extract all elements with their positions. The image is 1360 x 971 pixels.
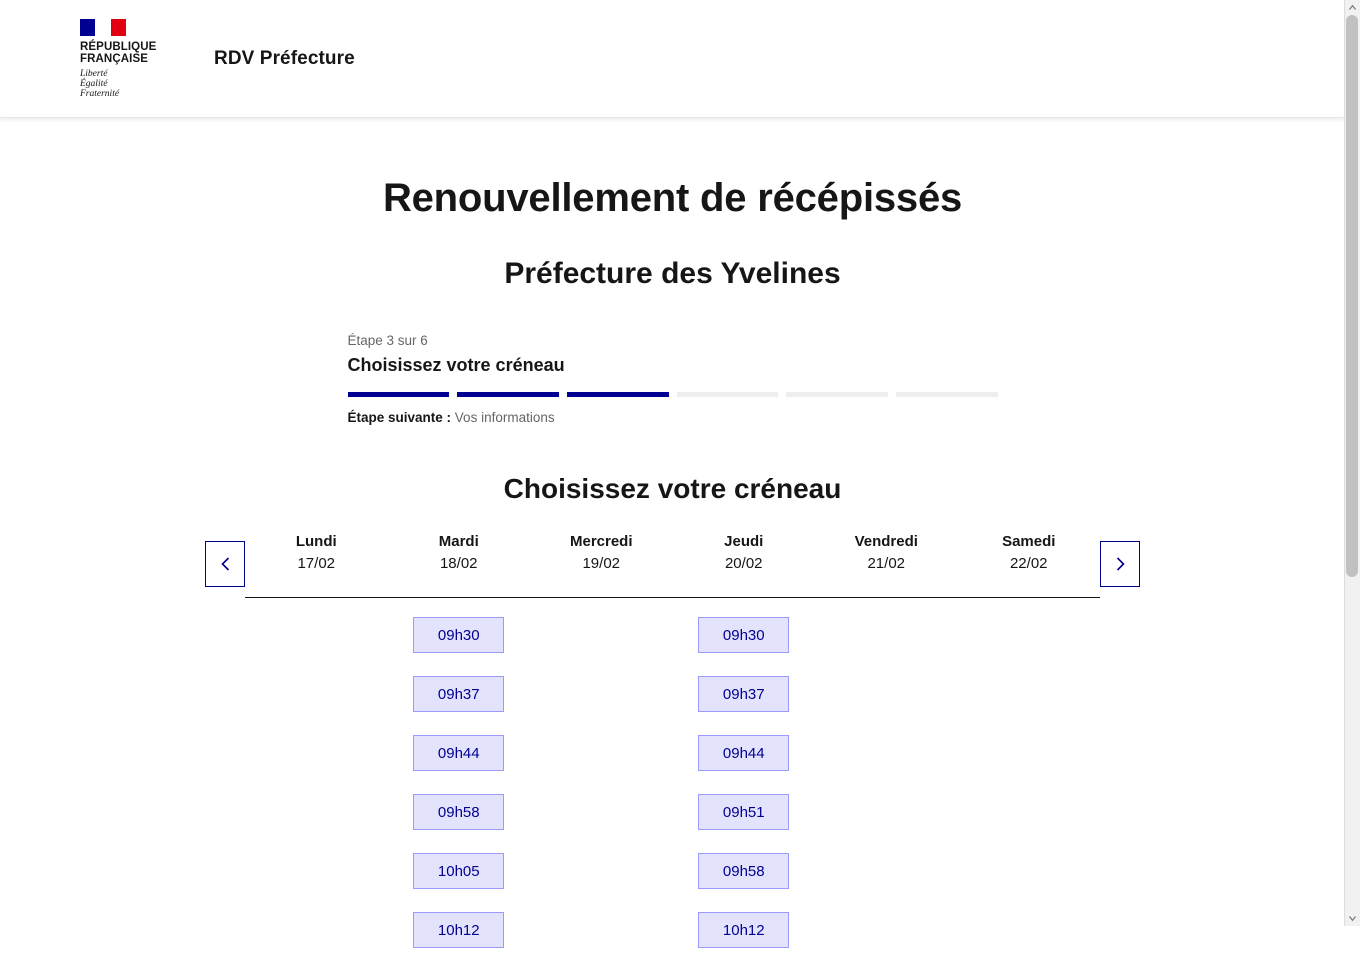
brand-block (0, 19, 355, 99)
republic-line-1: RÉPUBLIQUE (80, 40, 157, 53)
slot-calendar (205, 531, 1140, 971)
motto-line-3: Fraternité (80, 88, 120, 99)
day-columns (245, 531, 1100, 971)
stepper-bar-1 (348, 392, 450, 397)
chevron-right-icon (1116, 557, 1125, 571)
scroll-thumb[interactable] (1346, 15, 1358, 577)
stepper-current-title: Choisissez votre créneau (347, 355, 565, 375)
day-name: Lundi (295, 533, 337, 550)
site-header (0, 0, 1345, 118)
day-date: 20/02 (724, 555, 763, 572)
slot-list-jeudi (673, 598, 816, 971)
chevron-left-icon (221, 557, 230, 571)
page-title: Renouvellement de récépissés (382, 176, 963, 220)
day-date: 19/02 (582, 555, 621, 572)
stepper-next (348, 410, 998, 425)
stepper-bar-6 (896, 392, 998, 397)
day-date: 17/02 (297, 555, 336, 572)
day-header-samedi (958, 531, 1101, 598)
slot-button[interactable]: 10h12 (413, 912, 504, 948)
slot-list-vendredi (815, 598, 958, 617)
stepper-next-value: Vos informations (454, 410, 555, 425)
day-header-vendredi (815, 531, 958, 598)
main-content (0, 176, 1345, 971)
republique-francaise-logo (80, 19, 172, 99)
stepper-bar-5 (786, 392, 888, 397)
app-title: RDV Préfecture (214, 47, 355, 69)
stepper-bar-2 (457, 392, 559, 397)
day-column-jeudi (673, 531, 816, 971)
republic-line-2: FRANÇAISE (80, 52, 148, 65)
national-motto (80, 69, 172, 99)
day-header-jeudi (673, 531, 816, 598)
slot-picker-title: Choisissez votre créneau (503, 473, 842, 504)
day-header-mercredi (530, 531, 673, 598)
day-column-mardi (388, 531, 531, 971)
day-column-samedi (958, 531, 1101, 971)
stepper-count: Étape 3 sur 6 (347, 333, 428, 348)
slot-button[interactable]: 09h58 (698, 853, 789, 889)
slot-button[interactable]: 09h58 (413, 794, 504, 830)
day-date: 18/02 (439, 555, 478, 572)
slot-button[interactable]: 09h51 (698, 794, 789, 830)
slot-list-lundi (245, 598, 388, 617)
day-header-lundi (245, 531, 388, 598)
slot-button[interactable]: 09h37 (698, 676, 789, 712)
page-subtitle: Préfecture des Yvelines (504, 257, 841, 290)
stepper-progress (348, 392, 998, 397)
slot-button[interactable]: 09h30 (413, 617, 504, 653)
slot-button[interactable]: 09h44 (413, 735, 504, 771)
french-flag-icon (80, 19, 126, 36)
slot-list-samedi (958, 598, 1101, 617)
page-scrollbar[interactable] (1344, 0, 1360, 926)
stepper-next-label: Étape suivante : (347, 410, 452, 425)
day-name: Mercredi (569, 533, 633, 550)
day-header-mardi (388, 531, 531, 598)
slot-list-mercredi (530, 598, 673, 617)
scroll-down-arrow-icon[interactable] (1345, 911, 1360, 926)
day-name: Vendredi (854, 533, 918, 550)
slot-button[interactable]: 09h37 (413, 676, 504, 712)
slot-list-mardi (388, 598, 531, 971)
day-column-mercredi (530, 531, 673, 971)
slot-button[interactable]: 09h30 (698, 617, 789, 653)
previous-week-button[interactable] (205, 541, 245, 587)
day-date: 21/02 (867, 555, 906, 572)
scroll-up-arrow-icon[interactable] (1345, 0, 1360, 15)
day-column-lundi (245, 531, 388, 971)
day-column-vendredi (815, 531, 958, 971)
stepper-bar-3 (567, 392, 669, 397)
motto-line-1: Liberté (80, 68, 108, 79)
day-name: Samedi (1002, 533, 1056, 550)
next-week-button[interactable] (1100, 541, 1140, 587)
day-name: Jeudi (724, 533, 764, 550)
motto-line-2: Égalité (80, 78, 108, 89)
slot-button[interactable]: 09h44 (698, 735, 789, 771)
day-name: Mardi (438, 533, 479, 550)
stepper (348, 333, 998, 425)
slot-button[interactable]: 10h12 (698, 912, 789, 948)
stepper-bar-4 (677, 392, 779, 397)
slot-button[interactable]: 10h05 (413, 853, 504, 889)
day-date: 22/02 (1009, 555, 1048, 572)
